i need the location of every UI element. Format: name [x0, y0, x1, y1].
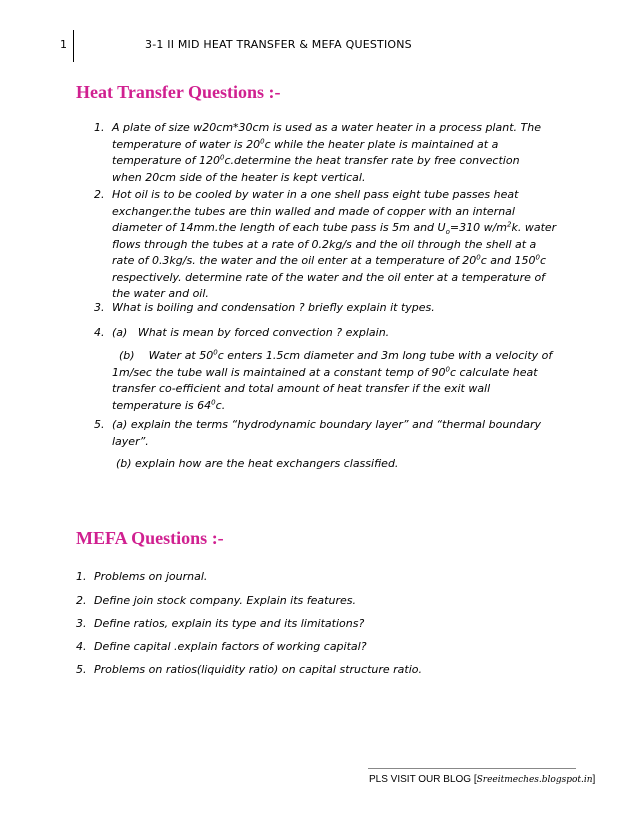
q2-text-d: c and 150	[480, 254, 536, 267]
mefa-item-1	[76, 569, 554, 586]
q2-text-c: k. water flows through the tubes at a rate of 0.2kg/s and the oil through the shell at a rate of 0.3kg/s. the water and the oil enter at a temperature of 20	[112, 221, 557, 267]
mefa-item-text: Problems on journal.	[94, 570, 208, 583]
question-4-number: 4.	[94, 326, 105, 339]
heat-transfer-title: Heat Transfer Questions	[76, 82, 264, 102]
degree-mark: 0	[219, 153, 225, 162]
degree-mark: 0	[260, 136, 265, 145]
mefa-item-3	[76, 616, 554, 633]
question-4b	[112, 348, 562, 414]
question-4a	[94, 325, 557, 342]
q4b-text-1: Water at 50	[148, 349, 214, 362]
q3-text: What is boiling and condensation ? briefly explain it types.	[112, 301, 435, 314]
footer-divider	[368, 768, 576, 769]
q2-superscript: 2	[507, 220, 512, 229]
degree-mark: 0	[211, 397, 216, 406]
mefa-item-number: 3.	[76, 617, 87, 630]
q4a-text: What is mean by forced convection ? explain.	[137, 326, 390, 339]
mefa-item-text: Define capital .explain factors of working capital?	[94, 640, 367, 653]
question-5b	[116, 456, 561, 473]
mefa-item-text: Problems on ratios(liquidity ratio) on capital structure ratio.	[94, 663, 422, 676]
q1-text-a: A plate of size w20cm*30cm is used as a water heater in a process plant. The temperature of water is 20	[112, 121, 541, 151]
mefa-item-number: 4.	[76, 640, 87, 653]
degree-mark: 0	[476, 253, 481, 262]
q1-text-c: c.determine the heat transfer rate by free convection when 20cm side of the heater is kept vertical.	[112, 154, 520, 184]
question-3-number: 3.	[94, 301, 105, 314]
question-2	[94, 187, 557, 303]
page-header-title: 3-1 II MID HEAT TRANSFER & MEFA QUESTIONS	[145, 38, 412, 51]
q4b-text-2: c enters 1.5cm diameter and 3m long tube with a velocity of 1m/sec the tube wall is maintained at a constant temp of 90	[112, 349, 553, 379]
q2-text-e: c respectively. determine rate of the water and the oil enter at a temperature of the water and oil.	[112, 254, 547, 300]
mefa-item-number: 1.	[76, 570, 87, 583]
mefa-title: MEFA Questions	[76, 528, 208, 548]
question-5-number: 5.	[94, 418, 105, 431]
mefa-item-text: Define ratios, explain its type and its limitations?	[94, 617, 365, 630]
q5b-text: (b) explain how are the heat exchangers classified.	[116, 457, 399, 470]
footer-prefix: PLS VISIT OUR BLOG [	[369, 774, 477, 785]
q4b-text-3: c calculate heat transfer co-efficient and total amount of heat transfer if the exit wall temperature is 64	[112, 365, 538, 412]
q2-text-a: Hot oil is to be cooled by water in a one shell pass eight tube passes heat exchanger.the tubes are thin walled and made of copper with an internal diameter of 14mm.the length of each tube pass is 5m and U	[112, 188, 519, 234]
q4a-label: (a)	[112, 326, 128, 339]
footer-blog-notice	[369, 774, 595, 785]
q2-text-b: =310 w/m	[449, 221, 508, 234]
degree-mark: 0	[213, 348, 218, 357]
question-2-number: 2.	[94, 188, 105, 201]
mefa-item-2	[76, 593, 554, 610]
mefa-separator: :-	[211, 528, 224, 548]
header-divider	[73, 30, 74, 62]
mefa-heading	[76, 528, 224, 549]
q4b-label: (b)	[119, 349, 135, 362]
mefa-item-number: 5.	[76, 663, 87, 676]
question-5a	[94, 417, 557, 450]
q4b-text-4: c.	[215, 398, 226, 412]
q5a-text: (a) explain the terms “hydrodynamic boundary layer” and “thermal boundary layer”.	[112, 418, 542, 448]
footer-suffix: ]	[592, 774, 596, 785]
q2-subscript: o	[445, 228, 450, 237]
question-1-number: 1.	[94, 121, 105, 134]
question-1	[94, 120, 552, 186]
degree-mark: 0	[535, 253, 540, 262]
mefa-item-4	[76, 639, 554, 656]
mefa-item-5	[76, 662, 554, 679]
heat-transfer-separator: :-	[268, 82, 281, 102]
footer-blog-link[interactable]: Sreeitmeches.blogspot.in	[476, 775, 593, 785]
question-3	[94, 300, 557, 317]
mefa-item-text: Define join stock company. Explain its features.	[94, 594, 356, 607]
degree-mark: 0	[445, 364, 450, 373]
heat-transfer-heading	[76, 82, 281, 103]
q1-text-b: c while the heater plate is maintained at a temperature of 120	[112, 137, 499, 167]
page-number: 1	[60, 38, 67, 51]
mefa-item-number: 2.	[76, 594, 87, 607]
